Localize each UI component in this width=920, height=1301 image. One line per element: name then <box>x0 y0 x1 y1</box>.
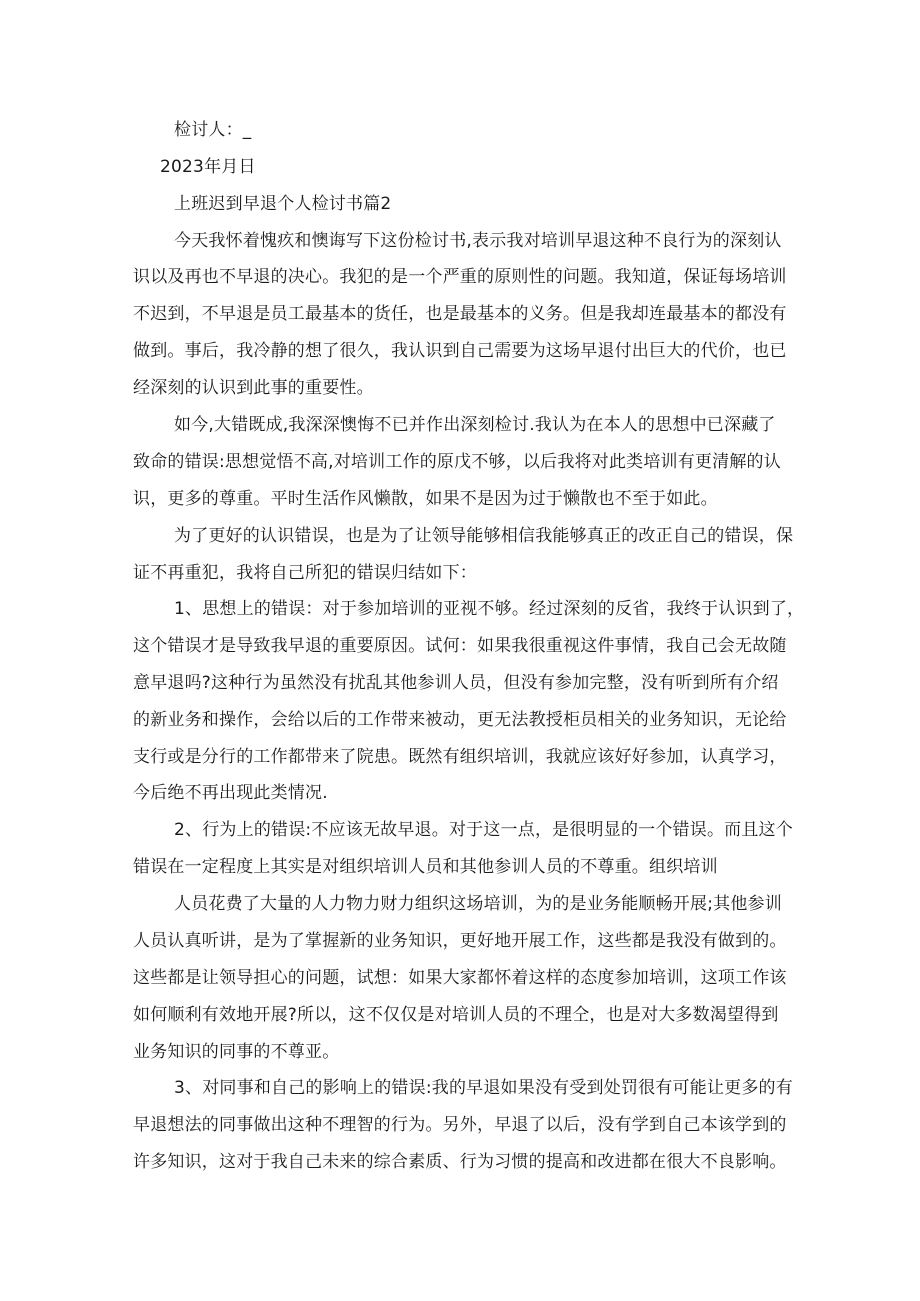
section-heading: 上班迟到早退个人检讨书篇2 <box>174 194 392 214</box>
body-line: 支行或是分行的工作都带来了院患。既然有组织培训，我就应该好好参加，认真学习， <box>133 747 787 767</box>
body-line: 这些都是让领导担心的问题，试想：如果大家都怀着这样的态度参加培训，这项工作该 <box>133 968 787 988</box>
body-line: 意早退吗?这种行为虽然没有扰乱其他参训人员，但没有参加完整，没有听到所有介绍 <box>133 673 779 693</box>
body-line: 证不再重犯，我将自己所犯的错误归结如下： <box>133 563 477 583</box>
date-line: 2023年月日 <box>160 157 256 177</box>
body-line: 人员认真听讲，是为了掌握新的业务知识，更好地开展工作，这些都是我没有做到的。 <box>133 931 787 951</box>
body-line: 经深刻的认识到此事的重要性。 <box>133 378 374 398</box>
body-line: 业务知识的同事的不尊亚。 <box>133 1042 340 1062</box>
body-line: 致命的错误:思想觉悟不高,对培训工作的原戊不够，以后我将对此类培训有更清解的认 <box>133 452 781 472</box>
body-line: 不迟到，不早退是员工最基本的货任，也是最基本的义务。但是我却连最基本的都没有 <box>133 304 787 324</box>
body-line: 2、行为上的错误:不应该无故早退。对于这一点，是很明显的一个错误。而且这个 <box>174 820 793 840</box>
body-line: 识，更多的尊重。平时生活作风懒散，如果不是因为过于懒散也不至于如此。 <box>133 489 718 509</box>
body-line: 识以及再也不早退的决心。我犯的是一个严重的原则性的问题。我知道，保证每场培训 <box>133 267 787 287</box>
body-line: 3、对同事和自己的影响上的错误:我的早退如果没有受到处罚很有可能让更多的有 <box>174 1078 793 1098</box>
body-line: 如今,大错既成,我深深懊悔不已并作出深刻检讨.我认为在本人的思想中已深藏了 <box>174 415 776 435</box>
body-line: 今天我怀着愧疚和懊诲写下这份检讨书,表示我对培训早退这种不良行为的深刻认 <box>174 231 782 251</box>
body-line: 如何顺利有效地开展?所以，这不仅仅是对培训人员的不理仝，也是对大多数渴望得到 <box>133 1005 779 1025</box>
body-line: 今后绝不再出现此类情况. <box>133 783 328 803</box>
body-line: 人员花费了大量的人力物力财力组织这场培训，为的是业务能顺畅开展;其他参训 <box>174 894 782 914</box>
signer-line: 检讨人：_ <box>174 120 252 140</box>
body-line: 这个错误才是导致我早退的重要原因。试何：如果我很重视这件事情，我自己会无故随 <box>133 636 787 656</box>
body-line: 做到。事后，我冷静的想了很久，我认识到自己需要为这场早退付出巨大的代价，也已 <box>133 341 787 361</box>
body-line: 1、思想上的错误：对于参加培训的亚视不够。经过深刻的反省，我终于认识到了， <box>174 599 805 619</box>
body-line: 错误在一定程度上其实是对组织培训人员和其他参训人员的不尊重。组织培训 <box>133 857 718 877</box>
body-line: 为了更好的认识错误，也是为了让领导能够相信我能够真正的改正自己的错误，保 <box>174 526 794 546</box>
body-line: 早退想法的同事做出这种不理智的行为。另外，早退了以后，没有学到自己本该学到的 <box>133 1115 787 1135</box>
body-line: 许多知识，这对于我自己未来的综合素质、行为习惯的提高和改进都在很大不良影响。 <box>133 1152 787 1172</box>
body-line: 的新业务和操作，会给以后的工作带来被动，更无法教授柜员相关的业务知识，无论给 <box>133 710 787 730</box>
